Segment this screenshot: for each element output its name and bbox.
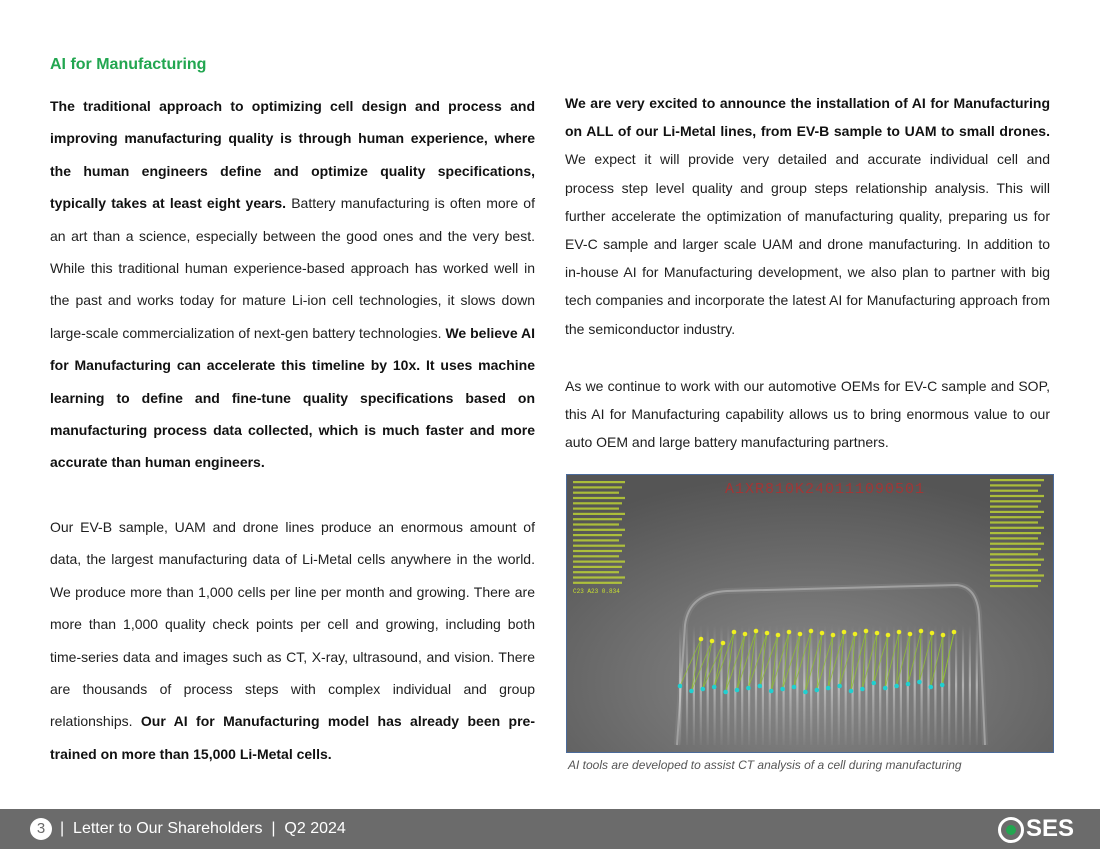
top-analysis-point bbox=[941, 633, 946, 638]
electrode-streak bbox=[948, 625, 950, 745]
top-analysis-point bbox=[886, 633, 891, 638]
top-analysis-point bbox=[831, 633, 836, 638]
readout-line bbox=[573, 534, 622, 536]
right-readout bbox=[990, 479, 1044, 587]
electrode-streak bbox=[789, 625, 791, 745]
left-paragraph-1 bbox=[50, 90, 535, 479]
top-analysis-point bbox=[787, 630, 792, 635]
readout-line bbox=[990, 479, 1044, 481]
ct-scan-figure bbox=[566, 474, 1054, 753]
readout-line bbox=[990, 548, 1041, 550]
readout-line bbox=[573, 545, 625, 547]
readout-line bbox=[573, 529, 625, 531]
right-p1-text: We expect it will provide very detailed and accurate individual cell and process step level quality and group steps relationship analysis. This will further accelerate the optimization of manufacturing quality, preparing us for EV-C sample and larger scale UAM and drone manufacturing. In addition to in-house AI for Manufacturing development, we also plan to partner with big tech companies and incorporate the latest AI for Manufacturing approach from the semiconductor industry. bbox=[565, 151, 1050, 337]
bottom-analysis-point bbox=[792, 685, 797, 690]
top-analysis-point bbox=[952, 630, 957, 635]
bottom-analysis-point bbox=[849, 689, 854, 694]
readout-line bbox=[990, 500, 1041, 502]
top-analysis-point bbox=[864, 629, 869, 634]
readout-line bbox=[573, 550, 622, 552]
right-p2-text: As we continue to work with our automotive OEMs for EV-C sample and SOP, this AI for Manufacturing capability allows us to bring enormous value to our auto OEM and large battery manufacturing partners. bbox=[565, 377, 1050, 451]
top-analysis-point bbox=[765, 631, 770, 636]
scan-id-label: A1XR810K240111090501 bbox=[725, 481, 926, 498]
footer-bar bbox=[0, 809, 1100, 849]
bottom-analysis-point bbox=[735, 688, 740, 693]
electrode-streak bbox=[755, 625, 757, 745]
readout-line bbox=[990, 490, 1038, 492]
page-number: 3 bbox=[30, 818, 52, 840]
electrode-streak bbox=[824, 625, 826, 745]
readout-line bbox=[573, 571, 619, 573]
bottom-analysis-point bbox=[860, 687, 865, 692]
logo-text: SES bbox=[1026, 815, 1075, 842]
readout-line bbox=[990, 506, 1038, 508]
top-analysis-point bbox=[919, 629, 924, 634]
left-p1-text: Battery manufacturing is often more of an art than a science, especially between the good ones and the very best. While this traditional human experience-based approach has worked well in the past and works today for mature Li-ion cell technologies, it slows down large-scale commercialization of next-gen battery technologies. bbox=[50, 195, 535, 341]
readout-line bbox=[990, 543, 1044, 545]
right-p1-bold: We are very excited to announce the installation of AI for Manufacturing on ALL of our Li-Metal lines, from EV-B sample to UAM to small drones. bbox=[565, 95, 1050, 140]
bottom-analysis-point bbox=[883, 686, 888, 691]
bottom-analysis-point bbox=[769, 689, 774, 694]
readout-line bbox=[573, 576, 625, 578]
readout-line bbox=[573, 518, 622, 520]
left-p1-bold: The traditional approach to optimizing cell design and process and improving manufacturing quality is through human experience, where the human engineers define and optimize quality specifications, typically takes at least eight years. bbox=[50, 98, 535, 212]
bottom-analysis-point bbox=[929, 685, 934, 690]
ct-scan-image bbox=[567, 475, 1053, 752]
readout-line bbox=[573, 486, 622, 488]
readout-line bbox=[990, 580, 1041, 582]
readout-line bbox=[990, 585, 1038, 587]
logo-dot-icon bbox=[1006, 825, 1016, 835]
left-column bbox=[50, 90, 535, 770]
electrode-streak bbox=[803, 625, 805, 745]
left-p1-bold-2: We believe AI for Manufacturing can accelerate this timeline by 10x. It uses machine learning to define and fine-tune quality specifications based on manufacturing process data collected, which is much faster and more accurate than human engineers. bbox=[50, 324, 536, 471]
top-analysis-point bbox=[721, 641, 726, 646]
electrode-streak bbox=[900, 625, 902, 745]
bottom-analysis-point bbox=[689, 689, 694, 694]
readout-line bbox=[990, 564, 1041, 566]
readout-line bbox=[573, 492, 619, 494]
bottom-analysis-point bbox=[712, 685, 717, 690]
top-analysis-point bbox=[820, 631, 825, 636]
electrode-streak bbox=[914, 625, 916, 745]
electrode-streak bbox=[879, 625, 881, 745]
electrode-streak bbox=[734, 625, 736, 745]
electrode-streak bbox=[969, 625, 971, 745]
footer-text: | Letter to Our Shareholders | Q2 2024 bbox=[60, 820, 346, 837]
bottom-analysis-point bbox=[815, 688, 820, 693]
bottom-analysis-point bbox=[837, 684, 842, 689]
top-analysis-point bbox=[743, 632, 748, 637]
readout-line bbox=[573, 513, 625, 515]
readout-line bbox=[573, 481, 625, 483]
readout-line bbox=[573, 561, 625, 563]
right-column bbox=[565, 89, 1050, 456]
top-analysis-point bbox=[798, 632, 803, 637]
top-analysis-point bbox=[754, 629, 759, 634]
bottom-analysis-point bbox=[894, 684, 899, 689]
bottom-analysis-point bbox=[906, 682, 911, 687]
top-analysis-point bbox=[908, 632, 913, 637]
readout-line bbox=[573, 566, 622, 568]
electrode-streak bbox=[934, 625, 936, 745]
right-paragraph-1 bbox=[565, 89, 1050, 343]
left-readout-last: C23 A23 0.834 bbox=[573, 588, 620, 595]
readout-line bbox=[990, 527, 1044, 529]
right-paragraph-2 bbox=[565, 372, 1050, 457]
readout-line bbox=[573, 508, 619, 510]
top-analysis-point bbox=[699, 637, 704, 642]
readout-line bbox=[573, 539, 619, 541]
readout-line bbox=[990, 511, 1044, 513]
top-analysis-point bbox=[897, 630, 902, 635]
readout-line bbox=[990, 521, 1038, 523]
electrode-streak bbox=[962, 625, 964, 745]
bottom-analysis-point bbox=[803, 690, 808, 695]
readout-line bbox=[990, 574, 1044, 576]
readout-line bbox=[573, 502, 622, 504]
readout-line bbox=[573, 582, 622, 584]
top-analysis-point bbox=[809, 629, 814, 634]
bottom-analysis-point bbox=[678, 684, 683, 689]
top-analysis-point bbox=[875, 631, 880, 636]
readout-line bbox=[573, 555, 619, 557]
top-analysis-point bbox=[930, 631, 935, 636]
section-title: AI for Manufacturing bbox=[50, 56, 207, 73]
bottom-analysis-point bbox=[917, 680, 922, 685]
top-analysis-point bbox=[842, 630, 847, 635]
electrode-streak bbox=[707, 625, 709, 745]
electrode-streak bbox=[955, 625, 957, 745]
readout-line bbox=[990, 532, 1041, 534]
readout-line bbox=[990, 537, 1038, 539]
readout-line bbox=[990, 484, 1041, 486]
readout-line bbox=[573, 523, 619, 525]
bottom-analysis-point bbox=[746, 686, 751, 691]
top-analysis-point bbox=[776, 633, 781, 638]
top-analysis-point bbox=[853, 632, 858, 637]
electrode-streak bbox=[769, 625, 771, 745]
left-paragraph-2 bbox=[50, 511, 535, 770]
bottom-analysis-point bbox=[758, 684, 763, 689]
bottom-analysis-point bbox=[701, 687, 706, 692]
readout-line bbox=[990, 495, 1044, 497]
electrode-streak bbox=[810, 625, 812, 745]
bottom-analysis-point bbox=[940, 683, 945, 688]
electrode-streak bbox=[686, 625, 688, 745]
electrode-streak bbox=[845, 625, 847, 745]
top-analysis-point bbox=[732, 630, 737, 635]
top-analysis-point bbox=[710, 639, 715, 644]
readout-line bbox=[990, 553, 1038, 555]
left-p2-bold: Our AI for Manufacturing model has already been pre-trained on more than 15,000 Li-Metal cells. bbox=[50, 713, 535, 762]
readout-line bbox=[990, 559, 1044, 561]
bottom-analysis-point bbox=[780, 687, 785, 692]
left-p2-text: Our EV-B sample, UAM and drone lines produce an enormous amount of data, the largest manufacturing data of Li-Metal cells anywhere in the world. We produce more than 1,000 cells per line per month and growing. There are more than 1,000 quality check points per cell and growing, including both time-series data and images such as CT, X-ray, ultrasound, and vision. There are thousands of process steps with complex individual and group relationships. bbox=[50, 518, 535, 730]
readout-line bbox=[573, 497, 625, 499]
bottom-analysis-point bbox=[723, 690, 728, 695]
bottom-analysis-point bbox=[826, 686, 831, 691]
figure-caption: AI tools are developed to assist CT analysis of a cell during manufacturing bbox=[568, 758, 962, 772]
readout-line bbox=[990, 516, 1041, 518]
electrode-streak bbox=[858, 625, 860, 745]
bottom-analysis-point bbox=[872, 681, 877, 686]
readout-line bbox=[990, 569, 1038, 571]
electrode-streak bbox=[976, 625, 978, 745]
